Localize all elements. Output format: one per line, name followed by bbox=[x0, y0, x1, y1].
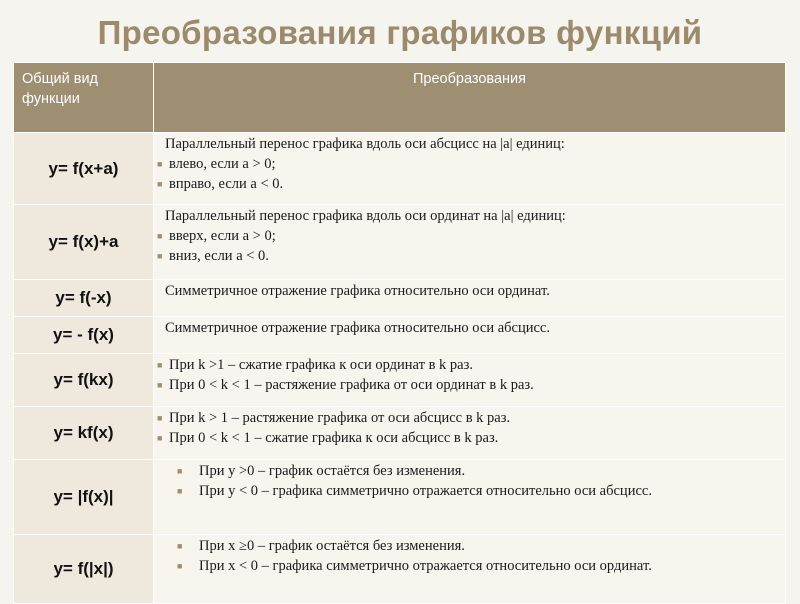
function-formula: y= |f(x)| bbox=[14, 460, 154, 535]
function-formula: y= f(-x) bbox=[14, 280, 154, 317]
transformation-description bbox=[154, 317, 786, 354]
header-transformations: Преобразования bbox=[154, 63, 786, 133]
list-item: ■ При x ≥0 – график остаётся без изменения. bbox=[177, 538, 465, 554]
bullet-icon: ■ bbox=[157, 413, 163, 423]
bullet-icon: ■ bbox=[157, 179, 163, 189]
bullet-icon: ■ bbox=[177, 561, 183, 571]
bullet-icon: ■ bbox=[157, 433, 163, 443]
bullet-icon: ■ bbox=[177, 541, 183, 551]
table-row bbox=[14, 354, 786, 407]
bullet-icon: ■ bbox=[157, 360, 163, 370]
list-item: ■ При y < 0 – графика симметрично отражается относительно оси абсцисс. bbox=[177, 483, 652, 499]
bullet-icon: ■ bbox=[177, 486, 183, 496]
description-text: Симметричное отражение графика относительно оси абсцисс. bbox=[165, 320, 550, 336]
list-item: ■ При 0 < k < 1 – сжатие графика к оси абсцисс в k раз. bbox=[157, 430, 499, 446]
table-row bbox=[14, 535, 786, 604]
list-item: ■ При k >1 – сжатие графика к оси ординат в k раз. bbox=[157, 357, 473, 373]
function-formula: y= f(x)+a bbox=[14, 205, 154, 280]
transformation-description bbox=[154, 535, 786, 604]
table-row bbox=[14, 133, 786, 205]
bullet-icon: ■ bbox=[157, 231, 163, 241]
description-lead: Параллельный перенос графика вдоль оси абсцисс на |a| единиц: bbox=[165, 136, 565, 152]
list-item: ■ При k > 1 – растяжение графика от оси абсцисс в k раз. bbox=[157, 410, 511, 426]
bullet-icon: ■ bbox=[177, 466, 183, 476]
bullet-icon: ■ bbox=[157, 380, 163, 390]
transformation-description bbox=[154, 460, 786, 535]
function-formula: y= kf(x) bbox=[14, 407, 154, 460]
transformation-description bbox=[154, 354, 786, 407]
bullet-icon: ■ bbox=[157, 251, 163, 261]
slide-title: Преобразования графиков функций bbox=[97, 14, 703, 51]
table-row bbox=[14, 317, 786, 354]
header-function-form: Общий вид функции bbox=[14, 63, 154, 133]
list-item: ■ При x < 0 – графика симметрично отражается относительно оси ординат. bbox=[177, 558, 652, 574]
description-lead: Параллельный перенос графика вдоль оси ординат на |a| единиц: bbox=[165, 208, 566, 224]
function-formula: y= f(|x|) bbox=[14, 535, 154, 604]
list-item: ■ При 0 < k < 1 – растяжение графика от оси ординат в k раз. bbox=[157, 377, 534, 393]
bullet-icon: ■ bbox=[157, 159, 163, 169]
description-text: Симметричное отражение графика относительно оси ординат. bbox=[165, 283, 550, 299]
list-item: ■ вверх, если a > 0; bbox=[157, 228, 276, 244]
list-item: ■ вниз, если a < 0. bbox=[157, 248, 269, 264]
function-formula: y= f(x+a) bbox=[14, 133, 154, 205]
transformation-description bbox=[154, 205, 786, 280]
table-row bbox=[14, 460, 786, 535]
transformation-description bbox=[154, 280, 786, 317]
table-row bbox=[14, 280, 786, 317]
transformation-description bbox=[154, 133, 786, 205]
table-row bbox=[14, 407, 786, 460]
transformations-table bbox=[13, 62, 786, 604]
function-formula: y= - f(x) bbox=[14, 317, 154, 354]
list-item: ■ влево, если a > 0; bbox=[157, 156, 276, 172]
transformation-description bbox=[154, 407, 786, 460]
function-formula: y= f(kx) bbox=[14, 354, 154, 407]
table-header-row bbox=[14, 63, 786, 133]
list-item: ■ вправо, если a < 0. bbox=[157, 176, 284, 192]
table-row bbox=[14, 205, 786, 280]
list-item: ■ При y >0 – график остаётся без изменения. bbox=[177, 463, 466, 479]
